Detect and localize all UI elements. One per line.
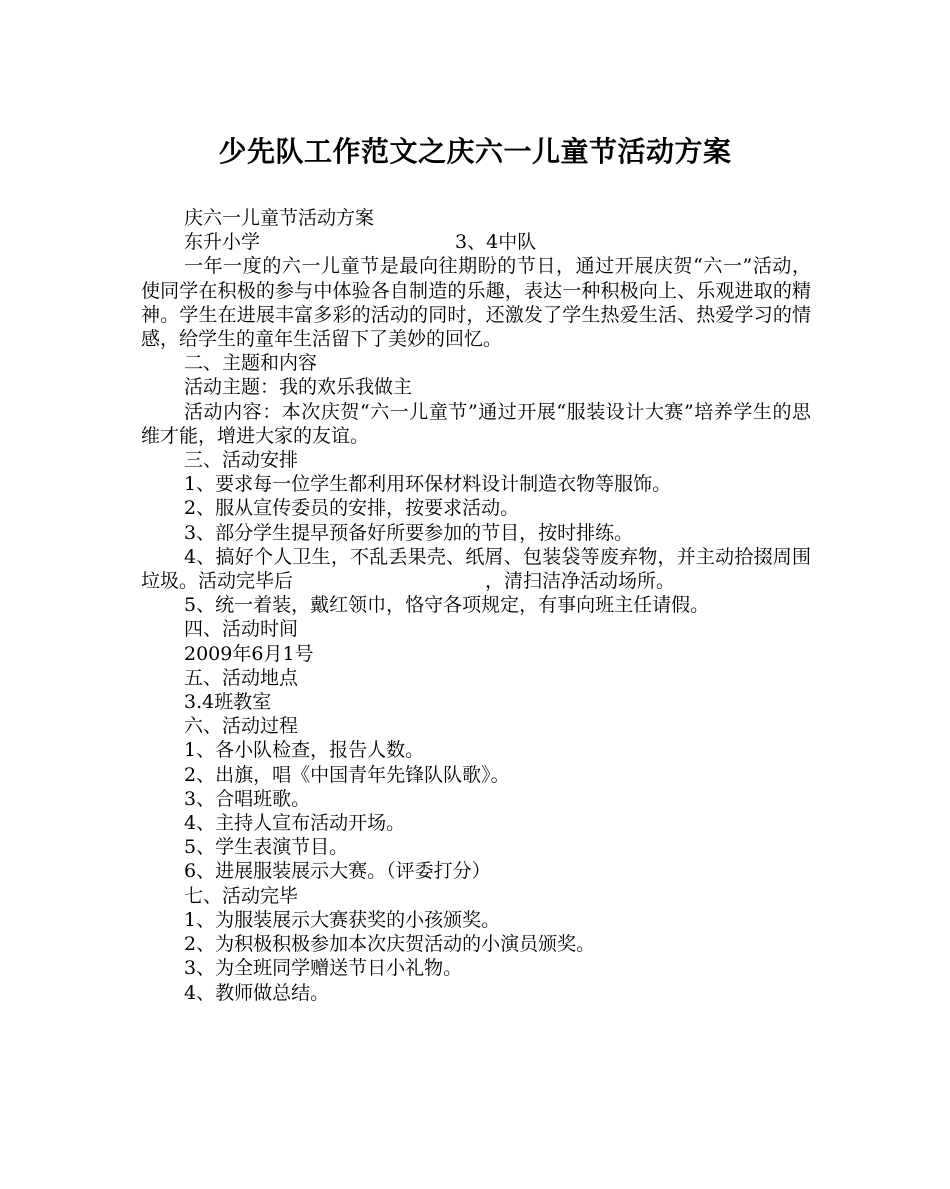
process-item: 5、学生表演节目。: [184, 836, 349, 859]
arrangement-item-4: [141, 545, 811, 593]
arrangement-item: 5、统一着装，戴红领巾，恪守各项规定，有事向班主任请假。: [184, 594, 710, 617]
end-item: 1、为服装展示大赛获奖的小孩颁奖。: [184, 908, 501, 931]
place-text: 3.4班教室: [184, 691, 272, 714]
place-heading: 五、活动地点: [184, 666, 299, 689]
time-heading: 四、活动时间: [184, 618, 299, 641]
school-name: 东升小学: [184, 231, 261, 254]
plan-heading: 庆六一儿童节活动方案: [184, 207, 375, 229]
document-title: 少先队工作范文之庆六一儿童节活动方案: [218, 135, 732, 168]
arrangement-item: 1、要求每一位学生都利用环保材料设计制造衣物等服饰。: [184, 473, 672, 496]
arrangement-item: 3、部分学生提早预备好所要参加的节目，按时排练。: [184, 521, 634, 544]
process-item: 4、主持人宣布活动开场。: [184, 812, 406, 835]
process-item: 2、出旗，唱《中国青年先锋队队歌》。: [184, 763, 510, 786]
document-body: [141, 206, 811, 1005]
arrangement-item-4-part-b: ，清扫洁净活动场所。: [485, 570, 676, 593]
process-item: 1、各小队检查，报告人数。: [184, 739, 425, 762]
time-text: 2009年6月1号: [184, 642, 314, 665]
content-text: 活动内容：本次庆贺“六一儿童节”通过开展“服装设计大赛”培养学生的思维才能，增进大家的友谊。: [141, 400, 811, 447]
arrangement-heading: 三、活动安排: [184, 449, 299, 472]
end-item: 4、教师做总结。: [184, 981, 330, 1004]
end-item: 3、为全班同学赠送节日小礼物。: [184, 957, 463, 980]
school-line: [141, 230, 811, 254]
theme-text: 活动主题：我的欢乐我做主: [184, 376, 413, 399]
intro-paragraph: 一年一度的六一儿童节是最向往期盼的节日，通过开展庆贺“六一”活动，使同学在积极的参与中体验各自制造的乐趣，表达一种积极向上、乐观进取的精神。学生在进展丰富多彩的活动的同时，还激发了学生热爱生活、热爱学习的情感，给学生的童年生活留下了美妙的回忆。: [141, 255, 811, 351]
end-heading: 七、活动完毕: [184, 884, 299, 907]
process-heading: 六、活动过程: [184, 715, 299, 738]
end-item: 2、为积极积极参加本次庆贺活动的小演员颁奖。: [184, 933, 596, 956]
theme-heading: 二、主题和内容: [184, 352, 318, 375]
process-item: 3、合唱班歌。: [184, 787, 311, 810]
process-item: 6、进展服装展示大赛。（评委打分）: [184, 860, 491, 883]
squad-name: 3、4中队: [455, 231, 537, 254]
arrangement-item: 2、服从宣传委员的安排，按要求活动。: [184, 497, 520, 520]
arrangement-item-4-part-a: 4、搞好个人卫生，不乱丢果壳、纸屑、包装袋等废弃物，并主动拾掇周围垃圾。活动完毕后: [141, 545, 811, 593]
